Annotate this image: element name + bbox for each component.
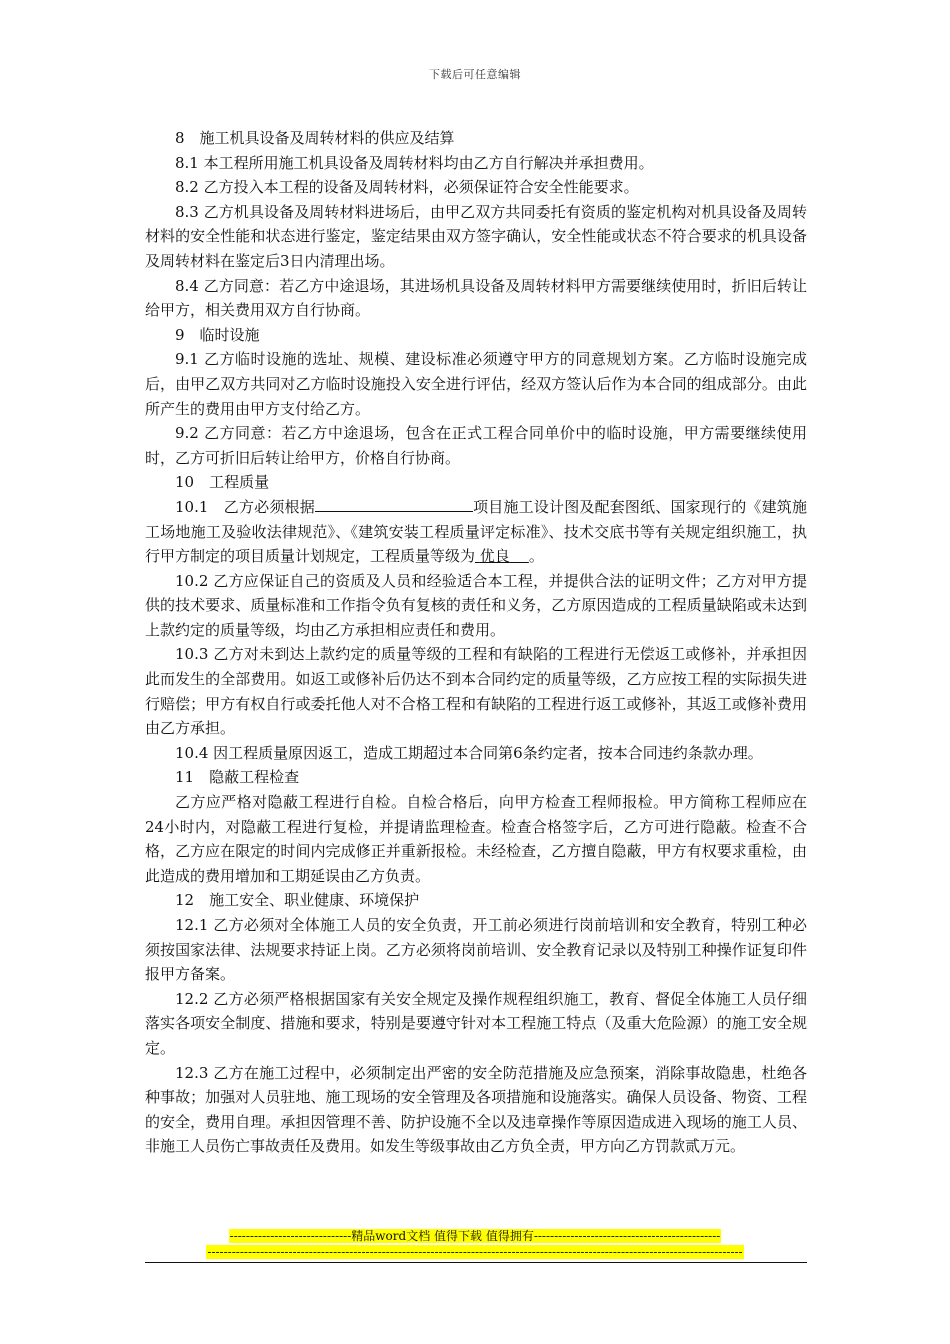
clause-8-2: 8.2 乙方投入本工程的设备及周转材料，必须保证符合安全性能要求。 [175, 178, 639, 197]
section-heading-12: 12 施工安全、职业健康、环境保护 [175, 891, 420, 910]
clause-10-3: 10.3 乙方对未到达上款约定的质量等级的工程和有缺陷的工程进行无偿返工或修补，并承担因此而发生的全部费用。如返工或修补后仍达不到本合同约定的质量等级，乙方应按工程的实际损失进行赔偿；甲方有权自行或委托他人对不合格工程和有缺陷的工程进行返工或修补，其返工或修补费用由乙方承担。 [145, 645, 807, 738]
clause-8-3: 8.3 乙方机具设备及周转材料进场后，由甲乙双方共同委托有资质的鉴定机构对机具设备及周转材料的安全性能和状态进行鉴定，鉴定结果由双方签字确认，安全性能或状态不符合要求的机具设备及周转材料在鉴定后3日内清理出场。 [145, 202, 807, 270]
clause-10-1-body: 项目施工设计图及配套图纸、国家现行的《建筑施工场地施工及验收法律规范》、《建筑安装工程质量评定标准》、技术交底书等有关规定组织施工，执行甲方制定的项目质量计划规定，工程质量等级为 [145, 497, 807, 566]
clause-10-2: 10.2 乙方应保证自己的资质及人员和经验适合本工程，并提供合法的证明文件；乙方对甲方提供的技术要求、质量标准和工作指令负有复核的责任和义务，乙方原因造成的工程质量缺陷或未达到上款约定的质量等级，均由乙方承担相应责任和费用。 [145, 571, 807, 639]
clause-9-1: 9.1 乙方临时设施的选址、规模、建设标准必须遵守甲方的同意规划方案。乙方临时设施完成后，由甲乙双方共同对乙方临时设施投入安全进行评估，经双方签认后作为本合同的组成部分。由此所产生的费用由甲方支付给乙方。 [145, 350, 807, 418]
quality-grade [475, 547, 529, 565]
clause-12-1: 12.1 乙方必须对全体施工人员的安全负责，开工前必须进行岗前培训和安全教育，特别工种必须按国家法律、法规要求持证上岗。乙方必须将岗前培训、安全教育记录以及特别工种操作证复印件报甲方备案。 [145, 916, 807, 984]
footer-banner-line-1 [0, 1228, 950, 1244]
footer-divider [145, 1262, 807, 1263]
clause-11-body: 乙方应严格对隐蔽工程进行自检。自检合格后，向甲方检查工程师报检。甲方简称工程师应在24小时内，对隐蔽工程进行复检，并提请监理检查。检查合格签字后，乙方可进行隐蔽。检查不合格，乙方应在限定的时间内完成修正并重新报检。未经检查，乙方擅自隐蔽，甲方有权要求重检，由此造成的费用增加和工期延误由乙方负责。 [145, 793, 807, 885]
footer-banner-text-2: ------------------------------------------------------------------------------------------------------------------------------------ [207, 1245, 743, 1259]
footer-banner-line-2 [0, 1244, 950, 1260]
clause-12-3: 12.3 乙方在施工过程中，必须制定出严密的安全防范措施及应急预案，消除事故隐患，杜绝各种事故；加强对人员驻地、施工现场的安全管理及各项措施和设施落实。确保人员设备、物资、工程的安全，费用自理。承担因管理不善、防护设施不全以及违章操作等原因造成进入现场的施工人员、非施工人员伤亡事故责任及费用。如发生等级事故由乙方负全责，甲方向乙方罚款贰万元。 [145, 1063, 807, 1156]
clause-8-4: 8.4 乙方同意：若乙方中途退场，其进场机具设备及周转材料甲方需要继续使用时，折旧后转让给甲方，相关费用双方自行协商。 [145, 276, 807, 320]
section-heading-8: 8 施工机具设备及周转材料的供应及结算 [175, 129, 455, 147]
section-heading-11: 11 隐蔽工程检查 [175, 768, 300, 787]
clause-10-1-end: 。 [528, 547, 544, 566]
footer-banner-text-1: ------------------------------精品word文档 值得下载 值得拥有---------------------------------------------- [229, 1229, 721, 1243]
clause-10-1 [145, 495, 807, 569]
section-heading-9: 9 临时设施 [175, 325, 260, 344]
clause-8-1: 8.1 本工程所用施工机具设备及周转材料均由乙方自行解决并承担费用。 [175, 153, 654, 172]
fill-in-blank [315, 497, 473, 512]
clause-9-2: 9.2 乙方同意：若乙方中途退场，包含在正式工程合同单价中的临时设施，甲方需要继续使用时，乙方可折旧后转让给甲方，价格自行协商。 [145, 424, 807, 467]
document-body [145, 126, 807, 1159]
clause-10-4: 10.4 因工程质量原因返工，造成工期超过本合同第6条约定者，按本合同违约条款办理。 [175, 743, 763, 762]
clause-10-1-lead: 10.1 乙方必须根据 [175, 497, 315, 516]
page-header: 下载后可任意编辑 [429, 68, 521, 81]
section-heading-10: 10 工程质量 [175, 473, 270, 492]
clause-12-2: 12.2 乙方必须严格根据国家有关安全规定及操作规程组织施工，教育、督促全体施工人员仔细落实各项安全制度、措施和要求，特别是要遵守针对本工程施工特点（及重大危险源）的施工安全规定。 [145, 989, 807, 1057]
quality-grade-value: 优良 [479, 547, 510, 566]
